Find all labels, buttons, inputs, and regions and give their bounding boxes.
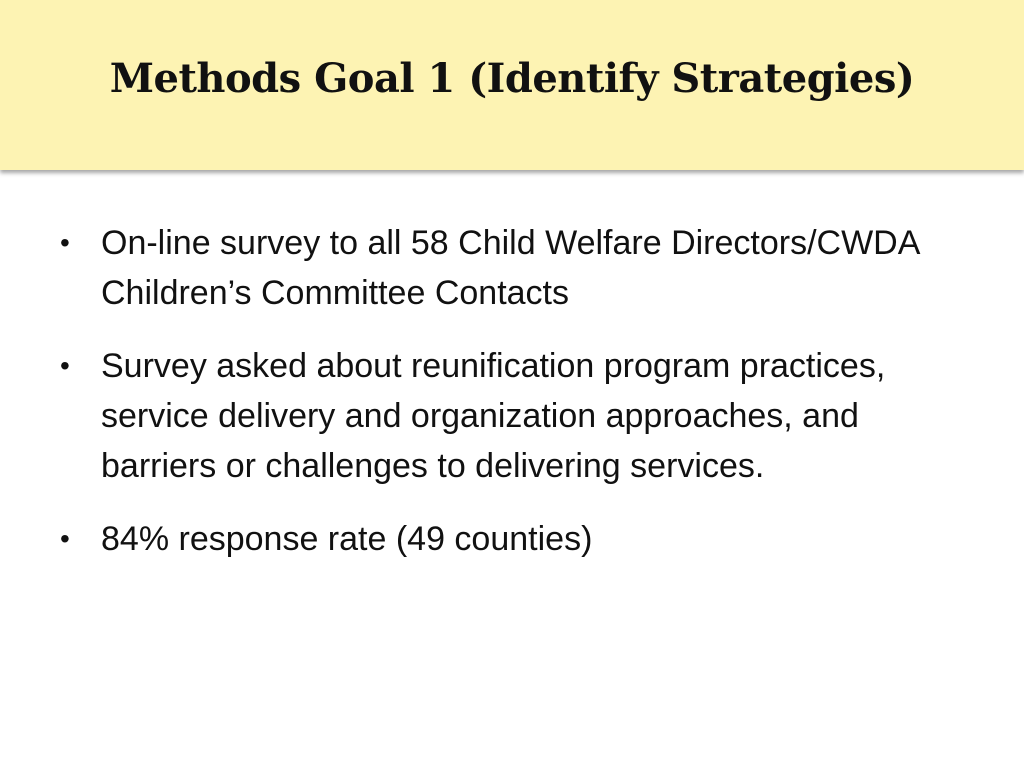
bullet-icon: •: [60, 523, 70, 554]
bullet-item-survey-topics: [58, 341, 938, 491]
bullet-text: 84% response rate (49 counties): [101, 520, 593, 558]
bullet-text: On-line survey to all 58 Child Welfare Directors/CWDA Children’s Committee Contacts: [101, 224, 919, 312]
bullet-text: Survey asked about reunification program practices, service delivery and organization approaches, and barriers or challenges to delivering services.: [101, 347, 886, 485]
bullet-list: [58, 218, 938, 587]
bullet-item-survey-recipients: [58, 218, 938, 318]
title-bar: [0, 0, 1024, 170]
slide-title: Methods Goal 1 (Identify Strategies): [109, 54, 915, 102]
bullet-icon: •: [60, 227, 70, 258]
bullet-icon: •: [60, 350, 70, 381]
bullet-item-response-rate: [58, 514, 938, 564]
